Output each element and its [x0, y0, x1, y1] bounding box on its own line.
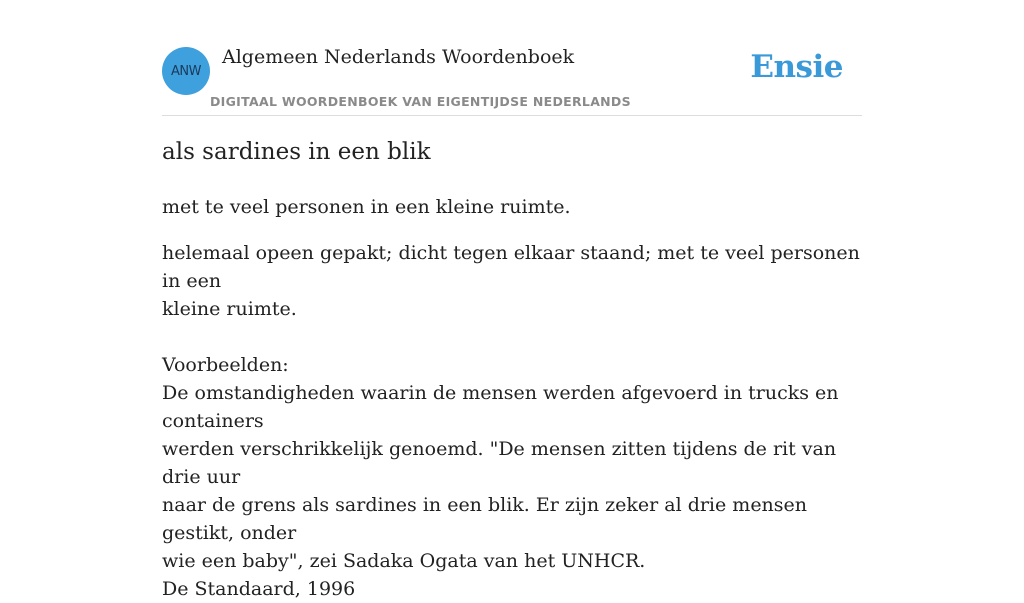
logo-text: ANW: [171, 63, 201, 79]
example-line: werden verschrikkelijk genoemd. "De mensen zitten tijdens de rit van drie uur: [162, 438, 837, 488]
short-definition: met te veel personen in een kleine ruimte.: [162, 196, 571, 218]
example-line: naar de grens als sardines in een blik. Er zijn zeker al drie mensen gestikt, onder: [162, 494, 808, 544]
paragraph-spacer: [162, 323, 862, 351]
entry-description: [162, 239, 862, 603]
example-line: De omstandigheden waarin de mensen werden afgevoerd in trucks en containers: [162, 382, 839, 432]
ensie-brand-link[interactable]: Ensie: [750, 49, 843, 85]
examples-heading: Voorbeelden:: [162, 354, 289, 376]
anw-logo[interactable]: [162, 47, 210, 95]
definition-line: kleine ruimte.: [162, 298, 297, 320]
entry-term: als sardines in een blik: [162, 139, 431, 165]
example-source: De Standaard, 1996: [162, 578, 356, 600]
site-title[interactable]: Algemeen Nederlands Woordenboek: [222, 46, 575, 68]
page-container: [162, 0, 862, 600]
site-subtitle: DIGITAAL WOORDENBOEK VAN EIGENTIJDSE NEDERLANDS: [210, 94, 631, 109]
definition-line: helemaal opeen gepakt; dicht tegen elkaar staand; met te veel personen in een: [162, 242, 860, 292]
example-line: wie een baby", zei Sadaka Ogata van het UNHCR.: [162, 550, 646, 572]
site-header: [162, 0, 862, 116]
